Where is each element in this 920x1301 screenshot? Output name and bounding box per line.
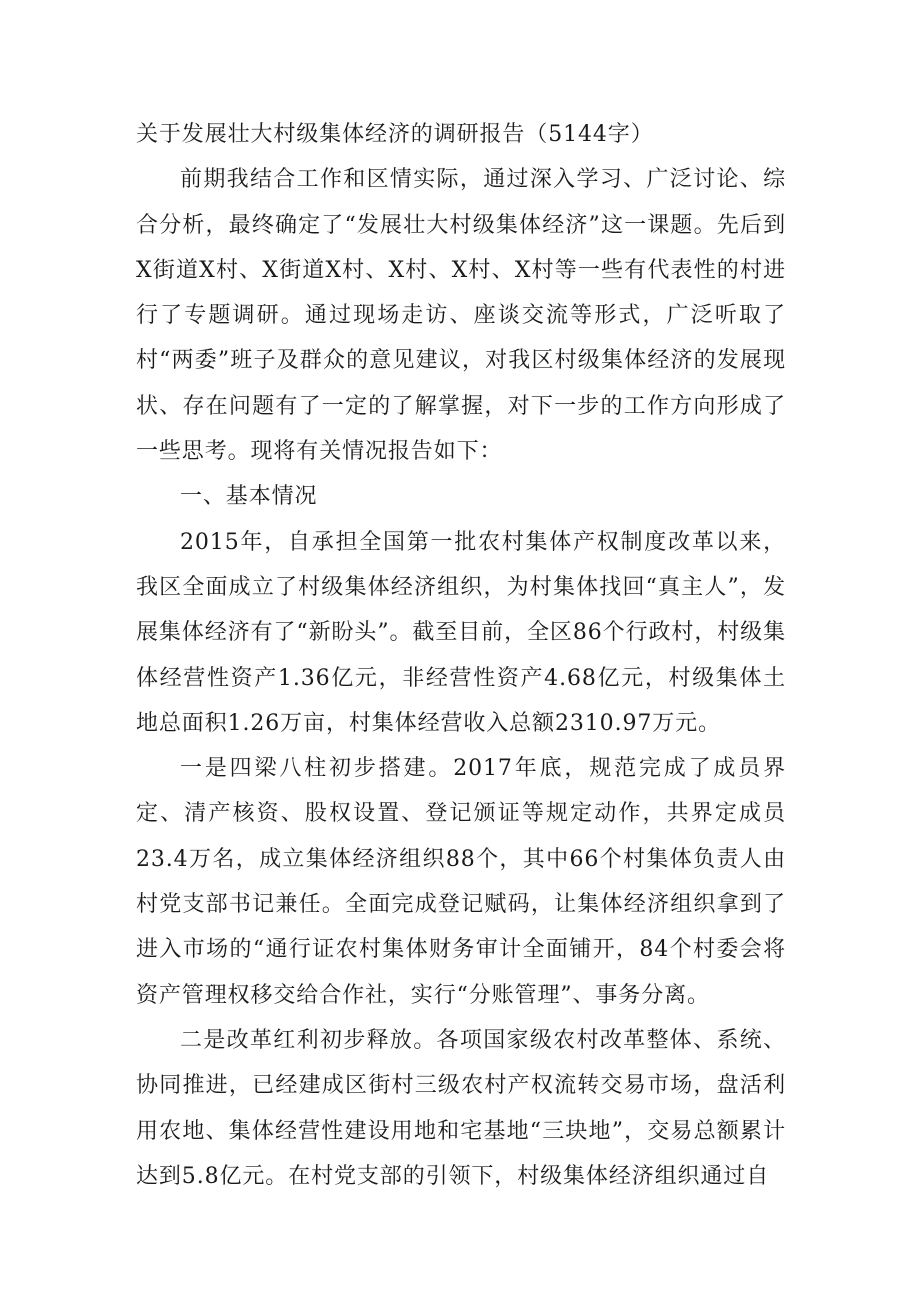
section-heading-basic: 一、基本情况 bbox=[180, 484, 318, 510]
document-title: 关于发展壮大村级集体经济的调研报告（5144字） bbox=[136, 122, 654, 147]
document-page bbox=[136, 112, 786, 1199]
paragraph-overview: 2015年，自承担全国第一批农村集体产权制度改革以来，我区全面成立了村级集体经济组织，为村集体找回“真主人”，发展集体经济有了“新盼头”。截至目前，全区86个行政村，村级集体经营性资产1.36亿元，非经营性资产4.68亿元，村级集体土地总面积1.26万亩，村集体经营收入总额2310.97万元。 bbox=[136, 529, 786, 736]
paragraph-point-two: 二是改革红利初步释放。各项国家级农村改革整体、系统、协同推进，已经建成区街村三级农村产权流转交易市场，盘活利用农地、集体经营性建设用地和宅基地“三块地”，交易总额累计达到5.8亿元。在村党支部的引领下，村级集体经济组织通过自 bbox=[136, 1027, 786, 1189]
paragraph-point-one: 一是四梁八柱初步搭建。2017年底，规范完成了成员界定、清产核资、股权设置、登记颁证等规定动作，共界定成员23.4万名，成立集体经济组织88个，其中66个村集体负责人由村党支部书记兼任。全面完成登记赋码，让集体经济组织拿到了进入市场的“通行证农村集体财务审计全面铺开，84个村委会将资产管理权移交给合作社，实行“分账管理”、事务分离。 bbox=[136, 756, 786, 1008]
paragraph-intro: 前期我结合工作和区情实际，通过深入学习、广泛讨论、综合分析，最终确定了“发展壮大村级集体经济”这一课题。先后到X街道X村、X街道X村、X村、X村、X村等一些有代表性的村进行了专题调研。通过现场走访、座谈交流等形式，广泛听取了村“两委”班子及群众的意见建议，对我区村级集体经济的发展现状、存在问题有了一定的了解掌握，对下一步的工作方向形成了一些思考。现将有关情况报告如下： bbox=[136, 167, 786, 465]
